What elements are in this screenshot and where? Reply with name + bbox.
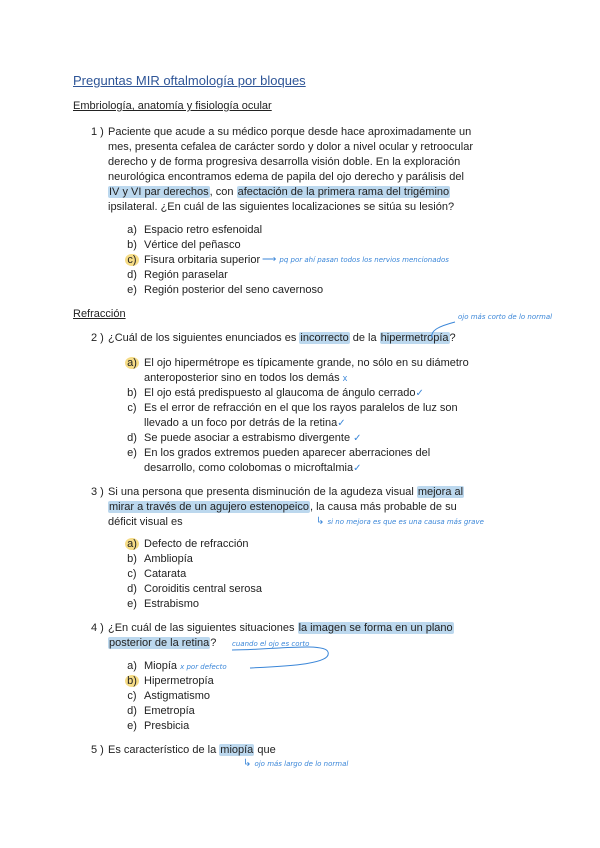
option-text: Estrabismo (144, 598, 200, 610)
handwritten-note: x por defecto (180, 663, 227, 671)
arrow-icon: ⟶ (262, 254, 277, 265)
text-span: ? (449, 332, 456, 344)
option-text: En los grados extremos pueden aparecer aberraciones del (144, 447, 431, 459)
text-span: ? (210, 637, 217, 649)
option-text (144, 417, 346, 429)
option-letter: c) (127, 568, 137, 580)
question-text-line (108, 332, 456, 344)
question-text-line: déficit visual es (108, 516, 183, 528)
option-text: Vértice del peñasco (144, 239, 241, 251)
option-letter: b) (127, 553, 137, 565)
text-span: , con (209, 186, 237, 198)
option-letter: d) (127, 705, 137, 717)
question-number: 3 ) (91, 486, 104, 498)
option-text: Región posterior del seno cavernoso (144, 284, 324, 296)
text-span: anteroposterior sino en todos los demás (144, 372, 340, 384)
handwritten-note (262, 253, 449, 265)
option-text: Hipermetropía (144, 675, 214, 687)
note-text: ojo más largo de lo normal (254, 760, 349, 768)
question-number: 1 ) (91, 126, 104, 138)
option-letter-correct (124, 357, 140, 369)
answer-highlight: c) (127, 254, 137, 266)
page-title: Preguntas MIR oftalmología por bloques (73, 73, 306, 88)
option-text (144, 660, 227, 672)
cross-mark-icon: x (342, 373, 348, 383)
highlight: IV y VI par derechos (109, 186, 209, 198)
question-text-line (108, 637, 216, 649)
note-text: si no mejora es que es una causa más grave (327, 518, 484, 526)
handwritten-note (316, 515, 484, 527)
handwritten-note: ojo más corto de lo normal (458, 313, 553, 321)
text-span: que (254, 744, 276, 756)
handwritten-note: cuando el ojo es corto (232, 640, 310, 648)
question-text-line (108, 744, 276, 756)
text-span: de la (349, 332, 380, 344)
check-mark-icon: ✓ (353, 433, 362, 444)
text-span: El ojo está predispuesto al glaucoma de ángulo cerrado (144, 387, 416, 399)
option-text: Catarata (144, 568, 187, 580)
question-text-line: neurológica encontramos edema de papila del ojo derecho y parálisis del (108, 171, 464, 183)
option-text: Ambliopía (144, 553, 193, 565)
question-text-line (108, 486, 464, 498)
handwritten-note (243, 757, 348, 769)
question-text-line: mes, presenta cefalea de carácter sordo y dolor a nivel ocular y retroocular (108, 141, 474, 153)
option-letter-correct (124, 538, 140, 550)
question-number: 5 ) (91, 744, 104, 756)
note-text: pq por ahí pasan todos los nervios mencionados (279, 256, 449, 264)
question-text-line (108, 622, 454, 634)
question-text-line: derecho y de forma progresiva desarrolla visión doble. En la exploración (108, 156, 461, 168)
option-letter: d) (127, 269, 137, 281)
option-text: Emetropía (144, 705, 195, 717)
option-letter: e) (127, 284, 137, 296)
highlight: miopía (220, 744, 254, 756)
option-letter-correct (124, 675, 140, 687)
highlight: mirar a través de un agujero estenopeico (109, 501, 309, 513)
question-text-line: ipsilateral. ¿En cuál de las siguientes localizaciones se sitúa su lesión? (108, 201, 455, 213)
option-letter: a) (127, 224, 137, 236)
option-text: Región paraselar (144, 269, 228, 281)
option-letter: a) (127, 660, 137, 672)
highlight: la imagen se forma en un plano (298, 622, 453, 634)
highlight: posterior de la retina (109, 637, 210, 649)
text-span: Si una persona que presenta disminución de la agudeza visual (108, 486, 417, 498)
option-text: Fisura orbitaria superior (144, 254, 261, 266)
option-letter: e) (127, 447, 137, 459)
option-text: Es el error de refracción en el que los rayos paralelos de luz son (144, 402, 458, 414)
check-mark-icon: ✓ (353, 463, 362, 474)
question-text-line: Paciente que acude a su médico porque desde hace aproximadamente un (108, 126, 472, 138)
option-letter: d) (127, 432, 137, 444)
text-span: ¿En cuál de las siguientes situaciones (108, 622, 298, 634)
highlight: mejora al (417, 486, 464, 498)
highlight: hipermetropía (380, 332, 449, 344)
answer-highlight: a) (127, 357, 137, 369)
section-heading-refraccion: Refracción (73, 308, 126, 320)
option-text (144, 462, 361, 474)
note-connector-stroke (232, 647, 328, 668)
option-letter: c) (127, 690, 137, 702)
text-span: Miopía (144, 660, 178, 672)
option-text: Espacio retro esfenoidal (144, 224, 263, 236)
check-mark-icon: ✓ (415, 388, 424, 399)
option-letter: e) (127, 598, 137, 610)
option-text: El ojo hipermétrope es típicamente grande, no sólo en su diámetro (144, 357, 469, 369)
option-letter: b) (127, 387, 137, 399)
arrow-icon: ↳ (316, 516, 325, 527)
highlight: afectación de la primera rama del trigémino (237, 186, 450, 198)
text-span: ¿Cuál de los siguientes enunciados es (108, 332, 300, 344)
option-text (144, 432, 362, 444)
option-text: Coroiditis central serosa (144, 583, 262, 595)
option-text: Astigmatismo (144, 690, 211, 702)
text-span: Se puede asociar a estrabismo divergente (144, 432, 351, 444)
option-letter: b) (127, 239, 137, 251)
text-span: , la causa más probable de su (309, 501, 457, 513)
question-number: 4 ) (91, 622, 104, 634)
answer-highlight: b) (127, 675, 137, 687)
option-text (144, 387, 424, 399)
text-span: desarrollo, como colobomas o microftalmia (144, 462, 354, 474)
text-span: llevado a un foco por detrás de la retina (144, 417, 338, 429)
question-text-line (108, 501, 457, 513)
option-text: Presbicia (144, 720, 190, 732)
option-letter-correct (124, 254, 140, 266)
arrow-icon: ↳ (243, 758, 252, 769)
highlight: incorrecto (300, 332, 349, 344)
check-mark-icon: ✓ (337, 418, 346, 429)
option-text (144, 372, 347, 384)
answer-highlight: a) (127, 538, 137, 550)
question-number: 2 ) (91, 332, 104, 344)
option-letter: e) (127, 720, 137, 732)
option-text: Defecto de refracción (144, 538, 249, 550)
option-letter: c) (127, 402, 137, 414)
question-text-line (108, 186, 450, 198)
option-letter: d) (127, 583, 137, 595)
section-heading-embriologia: Embriología, anatomía y fisiología ocular (73, 100, 272, 112)
text-span: Es característico de la (108, 744, 220, 756)
